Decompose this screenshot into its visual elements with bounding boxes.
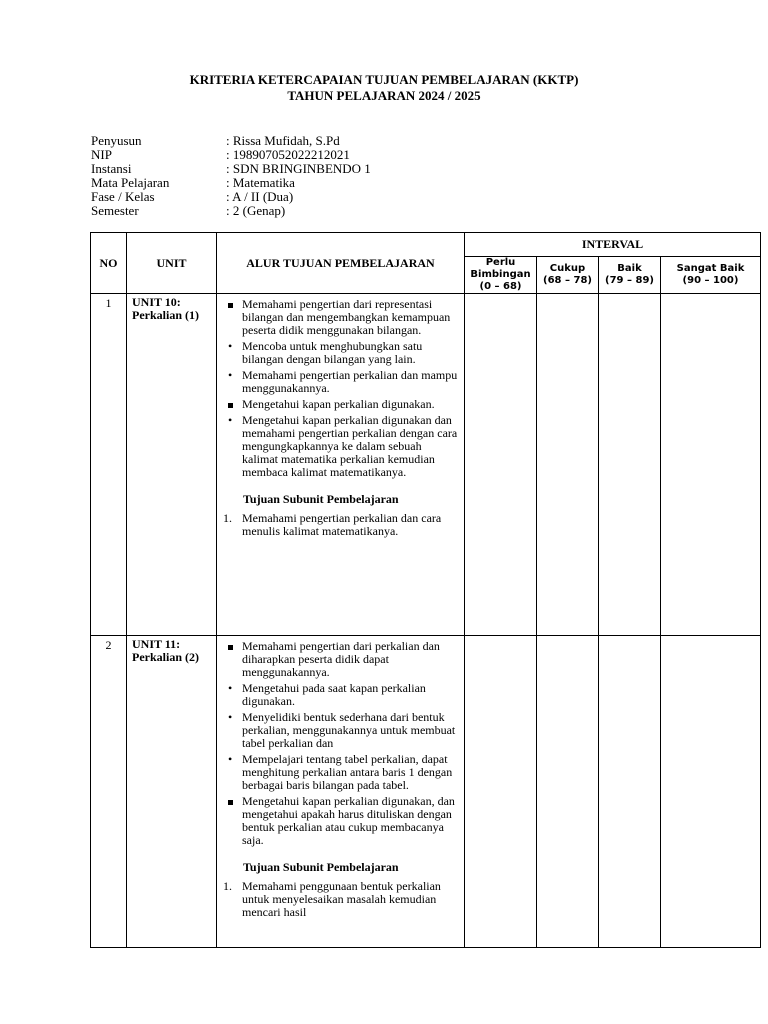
objective-item [223, 753, 458, 792]
interval-cell [661, 294, 761, 636]
info-row [91, 134, 371, 148]
table-row [91, 636, 761, 948]
info-label: Mata Pelajaran [91, 175, 170, 190]
interval-cell [537, 294, 599, 636]
info-label: Penyusun [91, 133, 142, 148]
info-value: : SDN BRINGINBENDO 1 [226, 161, 371, 176]
subunit-number: 1. [223, 879, 232, 893]
interval-header [465, 257, 537, 294]
dot-bullet-icon: • [228, 413, 233, 427]
info-value: : Matematika [226, 175, 295, 190]
dot-bullet-icon: • [228, 681, 233, 695]
interval-name: Baik [617, 263, 642, 274]
subunit-list [223, 880, 458, 919]
objective-item [223, 795, 458, 847]
subunit-title: Tujuan Subunit Pembelajaran [243, 492, 399, 506]
unit-name: UNIT 11: Perkalian (2) [127, 636, 217, 948]
atp-cell [217, 294, 465, 636]
info-value: : 198907052022212021 [226, 147, 350, 162]
dot-bullet-icon: • [228, 710, 233, 724]
subunit-item [223, 512, 458, 538]
objective-text: Mempelajari tentang tabel perkalian, dapat menghitung perkalian antara baris 1 dengan berbagai baris bilangan pada tabel. [242, 752, 453, 792]
interval-cell [599, 294, 661, 636]
interval-range: (0 – 68) [479, 281, 522, 292]
info-label: Fase / Kelas [91, 189, 155, 204]
objective-list [223, 298, 458, 479]
dot-bullet-icon: • [228, 368, 233, 382]
document-title [0, 72, 768, 104]
objective-text: Memahami pengertian perkalian dan mampu menggunakannya. [242, 368, 458, 395]
interval-cell [661, 636, 761, 948]
interval-header [661, 257, 761, 294]
objective-item [223, 640, 458, 679]
subunit-title: Tujuan Subunit Pembelajaran [243, 860, 399, 874]
objective-text: Mengetahui pada saat kapan perkalian digunakan. [242, 681, 426, 708]
unit-name: UNIT 10: Perkalian (1) [127, 294, 217, 636]
identity-block [91, 134, 371, 218]
info-label: NIP [91, 147, 112, 162]
square-bullet-icon [228, 398, 233, 411]
table-row [91, 294, 761, 636]
info-row [91, 148, 371, 162]
objective-item [223, 682, 458, 708]
interval-header [537, 257, 599, 294]
interval-range: (90 – 100) [682, 275, 739, 286]
objective-text: Mengetahui kapan perkalian digunakan dan memahami pengertian perkalian dengan cara mengungkapkannya ke dalam sebuah kalimat matematika perkalian kemudian membaca kalimat matematikanya. [242, 413, 458, 479]
row-number: 1 [91, 294, 127, 636]
interval-cell [465, 636, 537, 948]
objective-text: Mengetahui kapan perkalian digunakan, dan mengetahui apakah harus dituliskan dengan bentuk perkalian atau cukup membacanya saja. [242, 794, 455, 847]
dot-bullet-icon: • [228, 752, 233, 766]
interval-cell [537, 636, 599, 948]
objective-text: Memahami pengertian dari perkalian dan diharapkan peserta didik dapat menggunakannya. [242, 639, 440, 679]
square-bullet-icon [228, 298, 233, 311]
atp-cell [217, 636, 465, 948]
info-row [91, 204, 371, 218]
objective-item [223, 414, 458, 479]
info-row [91, 190, 371, 204]
info-value: : 2 (Genap) [226, 203, 286, 218]
objective-text: Memahami pengertian dari representasi bilangan dan mengembangkan kemampuan peserta didik menggunakan bilangan. [242, 297, 451, 337]
info-label: Instansi [91, 161, 132, 176]
header-interval: INTERVAL [465, 233, 761, 257]
subunit-list [223, 512, 458, 538]
row-number: 2 [91, 636, 127, 948]
objective-text: Mencoba untuk menghubungkan satu bilangan dengan bilangan yang lain. [242, 339, 423, 366]
info-value: : Rissa Mufidah, S.Pd [226, 133, 340, 148]
interval-cell [465, 294, 537, 636]
interval-name: Perlu Bimbingan [470, 257, 531, 280]
objective-text: Mengetahui kapan perkalian digunakan. [242, 397, 435, 411]
kktp-table [90, 232, 761, 948]
header-no: NO [91, 233, 127, 294]
objective-text: Menyelidiki bentuk sederhana dari bentuk perkalian, menggunakannya untuk membuat tabel perkalian dan [242, 710, 456, 750]
header-unit: UNIT [127, 233, 217, 294]
info-row [91, 176, 371, 190]
subunit-text: Memahami penggunaan bentuk perkalian untuk menyelesaikan masalah kemudian mencari hasil [242, 879, 441, 919]
interval-cell [599, 636, 661, 948]
objective-item [223, 711, 458, 750]
objective-item [223, 398, 458, 411]
objective-list [223, 640, 458, 847]
header-atp: ALUR TUJUAN PEMBELAJARAN [217, 233, 465, 294]
info-value: : A / II (Dua) [226, 189, 294, 204]
dot-bullet-icon: • [228, 339, 233, 353]
info-row [91, 162, 371, 176]
interval-range: (79 – 89) [605, 275, 654, 286]
objective-item [223, 340, 458, 366]
title-line-2: TAHUN PELAJARAN 2024 / 2025 [287, 88, 481, 103]
square-bullet-icon [228, 640, 233, 653]
info-label: Semester [91, 203, 139, 218]
interval-name: Sangat Baik [676, 263, 745, 274]
objective-item [223, 298, 458, 337]
square-bullet-icon [228, 795, 233, 808]
subunit-item [223, 880, 458, 919]
interval-header [599, 257, 661, 294]
interval-name: Cukup [549, 263, 586, 274]
subunit-number: 1. [223, 511, 232, 525]
subunit-text: Memahami pengertian perkalian dan cara menulis kalimat matematikanya. [242, 511, 442, 538]
objective-item [223, 369, 458, 395]
interval-range: (68 – 78) [543, 275, 592, 286]
title-line-1: KRITERIA KETERCAPAIAN TUJUAN PEMBELAJARAN (KKTP) [189, 72, 579, 87]
